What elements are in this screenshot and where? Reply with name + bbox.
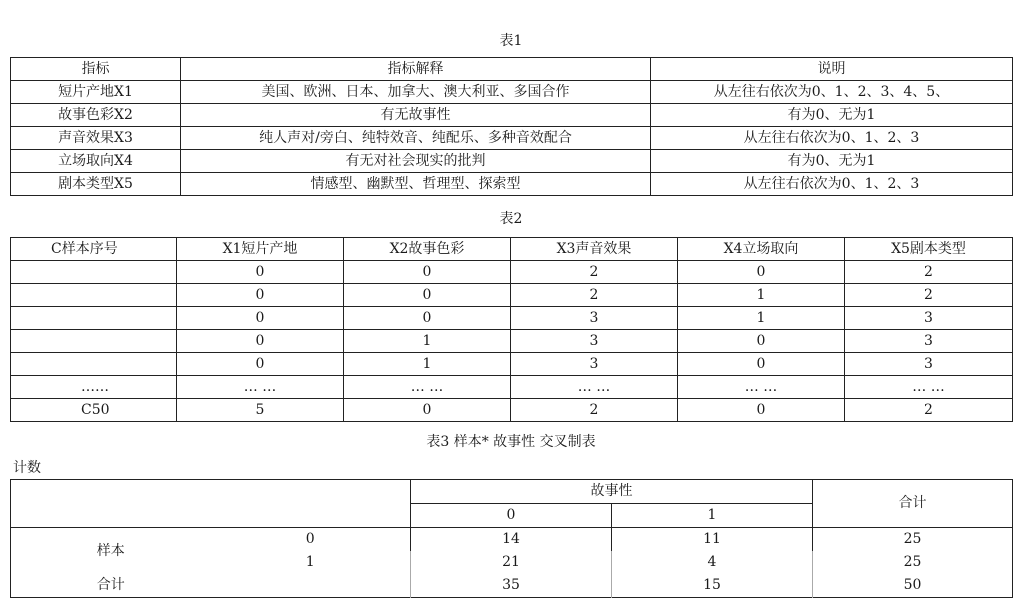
table1-row	[11, 150, 1013, 173]
table2-cell	[11, 307, 177, 330]
table2-cell: 0	[344, 399, 511, 422]
table2-cell: … …	[511, 376, 678, 399]
table3-col-value: 1	[612, 504, 813, 528]
table1-cell: 有无对社会现实的批判	[181, 150, 651, 173]
table1-cell: 短片产地X1	[11, 81, 181, 104]
table2-cell: 0	[177, 307, 344, 330]
table1-header-cell: 指标	[11, 58, 181, 81]
table3-caption: 表3 样本* 故事性 交叉制表	[426, 434, 596, 450]
table3-cell: 4	[612, 551, 813, 574]
table2-caption: 表2	[499, 211, 523, 227]
table2-cell	[11, 330, 177, 353]
table1-header-cell: 说明	[651, 58, 1013, 81]
table2-cell	[11, 353, 177, 376]
table2-cell: 0	[177, 353, 344, 376]
table1-cell: 剧本类型X5	[11, 173, 181, 196]
table2-cell: 2	[511, 261, 678, 284]
table1-cell: 纯人声对/旁白、纯特效音、纯配乐、多种音效配合	[181, 127, 651, 150]
table3-total-header: 合计	[813, 480, 1013, 528]
table3	[10, 479, 1013, 598]
table1-header-row	[11, 58, 1013, 81]
table2-header-cell: X5剧本类型	[845, 238, 1013, 261]
table2-cell	[11, 284, 177, 307]
table2-cell: … …	[845, 376, 1013, 399]
table3-cell: 11	[612, 528, 813, 552]
table1-row	[11, 81, 1013, 104]
table3-corner-cell	[11, 480, 411, 528]
table2-cell: 1	[678, 307, 845, 330]
table3-total-row	[11, 574, 1013, 598]
table3-row-key: 1	[305, 554, 315, 570]
table1-row	[11, 104, 1013, 127]
table2-cell: 2	[845, 284, 1013, 307]
table2-header-cell: C样本序号	[11, 238, 177, 261]
table2-cell: 1	[344, 353, 511, 376]
table2-cell: 0	[344, 284, 511, 307]
table2-header-cell: X3声音效果	[511, 238, 678, 261]
table2-cell: 0	[177, 284, 344, 307]
table3-total-label: 合计	[96, 577, 125, 593]
table2	[10, 237, 1013, 422]
table1-cell: 有无故事性	[181, 104, 651, 127]
table2-cell: 0	[678, 261, 845, 284]
table3-col-value: 0	[411, 504, 612, 528]
table3-header-row	[11, 480, 1013, 504]
table2-cell: 0	[678, 399, 845, 422]
table2-cell: 3	[511, 307, 678, 330]
table2-row	[11, 330, 1013, 353]
table3-row-total: 25	[813, 528, 1013, 552]
table2-cell: 2	[845, 261, 1013, 284]
table1-cell: 从左往右依次为0、1、2、3	[651, 173, 1013, 196]
table2-header-cell: X2故事色彩	[344, 238, 511, 261]
table2-row	[11, 307, 1013, 330]
table3-row	[11, 528, 1013, 552]
table3-cell: 14	[411, 528, 612, 552]
table2-cell: 3	[511, 330, 678, 353]
table2-header-row	[11, 238, 1013, 261]
table2-cell: 3	[845, 330, 1013, 353]
table1-cell: 故事色彩X2	[11, 104, 181, 127]
table1-caption: 表1	[499, 33, 523, 49]
table3-cell: 15	[612, 574, 813, 598]
count-label: 计数	[13, 460, 41, 476]
table1-cell: 有为0、无为1	[651, 150, 1013, 173]
table2-cell: C50	[11, 399, 177, 422]
table2-header-cell: X1短片产地	[177, 238, 344, 261]
table2-row	[11, 353, 1013, 376]
table1-cell: 从左往右依次为0、1、2、3	[651, 127, 1013, 150]
table2-cell: 1	[344, 330, 511, 353]
table1-cell: 声音效果X3	[11, 127, 181, 150]
table2-cell: 0	[177, 261, 344, 284]
table1-cell: 有为0、无为1	[651, 104, 1013, 127]
table1-cell: 从左往右依次为0、1、2、3、4、5、	[651, 81, 1013, 104]
table1-row	[11, 127, 1013, 150]
table1-row	[11, 173, 1013, 196]
table2-cell: 0	[177, 330, 344, 353]
table2-cell: 0	[344, 307, 511, 330]
table2-cell: … …	[344, 376, 511, 399]
table2-row	[11, 399, 1013, 422]
table2-cell: … …	[678, 376, 845, 399]
table1	[10, 57, 1013, 196]
table2-row	[11, 376, 1013, 399]
table3-empty-cell	[211, 574, 411, 598]
table1-cell: 情感型、幽默型、哲理型、探索型	[181, 173, 651, 196]
table2-row	[11, 261, 1013, 284]
table3-row-header: 样本	[11, 528, 211, 575]
table3-row-key: 0	[211, 528, 411, 552]
table2-cell: … …	[177, 376, 344, 399]
table3-group-header: 故事性	[411, 480, 813, 504]
table2-cell: 1	[678, 284, 845, 307]
table2-cell: 0	[344, 261, 511, 284]
table3-cell: 35	[411, 574, 612, 598]
table3-grand-total: 50	[813, 574, 1013, 598]
table3-cell: 21	[411, 551, 612, 574]
table2-cell: 0	[678, 330, 845, 353]
table2-header-cell: X4立场取向	[678, 238, 845, 261]
table2-cell: 0	[678, 353, 845, 376]
table2-cell	[11, 261, 177, 284]
table2-cell: 3	[511, 353, 678, 376]
table3-row-total: 25	[813, 551, 1013, 574]
table1-header-cell: 指标解释	[181, 58, 651, 81]
table2-cell: 2	[845, 399, 1013, 422]
table1-cell: 美国、欧洲、日本、加拿大、澳大利亚、多国合作	[181, 81, 651, 104]
table2-cell: 2	[511, 284, 678, 307]
table2-cell: 3	[845, 307, 1013, 330]
table2-cell: ……	[11, 376, 177, 399]
table2-cell: 3	[845, 353, 1013, 376]
table2-cell: 2	[511, 399, 678, 422]
table1-cell: 立场取向X4	[11, 150, 181, 173]
table2-cell: 5	[177, 399, 344, 422]
table2-row	[11, 284, 1013, 307]
